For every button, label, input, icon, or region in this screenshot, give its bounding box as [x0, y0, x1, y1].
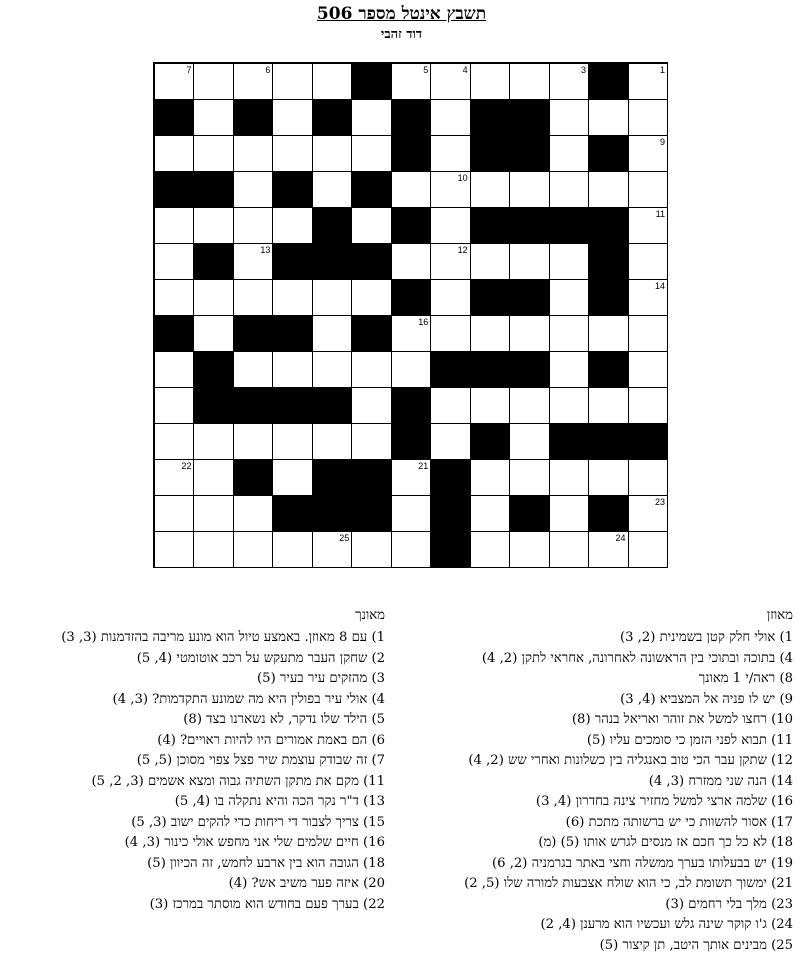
cell-number: 2	[620, 65, 626, 75]
grid-cell[interactable]	[233, 171, 273, 208]
grid-cell[interactable]	[430, 387, 470, 424]
down-clues	[0, 606, 385, 915]
grid-cell[interactable]	[193, 531, 233, 568]
grid-cell[interactable]	[470, 495, 510, 532]
grid-cell[interactable]	[628, 279, 668, 316]
black-cell	[193, 171, 233, 208]
black-cell	[154, 171, 194, 208]
grid-cell[interactable]	[154, 387, 194, 424]
grid-cell[interactable]	[470, 531, 510, 568]
black-cell	[391, 423, 431, 460]
cell-number: 5	[423, 65, 429, 75]
grid-cell[interactable]	[430, 99, 470, 136]
black-cell	[233, 459, 273, 496]
black-cell	[628, 423, 668, 460]
cell-number: 25	[339, 533, 350, 543]
black-cell	[193, 243, 233, 280]
grid-cell[interactable]	[233, 207, 273, 244]
across-clue: 24) ג'ו קוקר שינה גלש ועכשיו הוא מרענן (4, 2)	[540, 917, 793, 932]
grid-cell[interactable]	[351, 279, 391, 316]
grid-cell[interactable]	[549, 495, 589, 532]
black-cell	[233, 387, 273, 424]
black-cell	[470, 135, 510, 172]
black-cell	[509, 279, 549, 316]
grid-cell[interactable]	[628, 99, 668, 136]
grid-cell[interactable]	[391, 63, 431, 100]
grid-cell[interactable]	[430, 207, 470, 244]
down-clue: 22) בערך פעם בחודש הוא מוסתר במרכז (3)	[149, 896, 385, 912]
grid-cell[interactable]	[233, 351, 273, 388]
black-cell	[193, 351, 233, 388]
grid-cell[interactable]	[351, 351, 391, 388]
down-clue: 16) חיים שלמים שלי אני מחפש אולי כינור (3, 4)	[124, 835, 385, 850]
grid-cell[interactable]	[588, 459, 628, 496]
grid-cell[interactable]	[549, 387, 589, 424]
grid-cell[interactable]	[628, 531, 668, 568]
grid-cell[interactable]	[549, 315, 589, 352]
across-clue: 11) תבוא לפני הזמן כי סומכים עליו (5)	[586, 732, 793, 748]
black-cell	[391, 99, 431, 136]
grid-cell[interactable]	[509, 171, 549, 208]
grid-cell[interactable]	[312, 135, 352, 172]
grid-cell[interactable]	[312, 531, 352, 568]
down-clue: 5) הילד שלו נדקר, לא נשארנו בצד (8)	[183, 712, 385, 727]
grid-cell[interactable]	[154, 495, 194, 532]
black-cell	[588, 423, 628, 460]
grid-cell[interactable]	[391, 315, 431, 352]
black-cell	[430, 459, 470, 496]
grid-cell[interactable]	[351, 207, 391, 244]
cell-number: 9	[659, 137, 665, 147]
across-heading: מאוזן	[766, 608, 793, 623]
grid-cell[interactable]	[430, 243, 470, 280]
grid-cell[interactable]	[628, 243, 668, 280]
cell-number: 21	[418, 461, 429, 471]
grid-cell[interactable]	[391, 351, 431, 388]
across-clue: 16) שלמה ארצי למשל מחזיר צינה בחדרון (4, 3)	[535, 794, 793, 809]
cell-number: 13	[260, 245, 271, 255]
cell-number: 3	[581, 65, 587, 75]
grid-cell[interactable]	[233, 531, 273, 568]
grid-cell[interactable]	[430, 279, 470, 316]
grid-cell[interactable]	[628, 387, 668, 424]
grid-cell[interactable]	[193, 315, 233, 352]
grid-cell[interactable]	[272, 279, 312, 316]
grid-cell[interactable]	[233, 135, 273, 172]
cell-number: 12	[457, 245, 468, 255]
black-cell	[588, 135, 628, 172]
grid-cell[interactable]	[470, 171, 510, 208]
cell-number: 7	[186, 65, 192, 75]
black-cell	[549, 207, 589, 244]
grid-cell[interactable]	[312, 423, 352, 460]
cell-number: 17	[615, 353, 626, 363]
cell-number: 8	[265, 101, 271, 111]
grid-cell[interactable]	[549, 171, 589, 208]
grid-cell[interactable]	[549, 135, 589, 172]
black-cell	[351, 315, 391, 352]
grid-cell[interactable]	[430, 135, 470, 172]
grid-cell[interactable]	[628, 459, 668, 496]
down-clue: 2) שחקן העבר מתעקש על רכב אוטומטי (4, 5)	[136, 650, 385, 666]
grid-cell[interactable]	[154, 207, 194, 244]
grid-cell[interactable]	[154, 351, 194, 388]
across-clue: 4) בתוכה ובתוכי בין הראשונה לאחרונה, אחראי לתקן (2, 4)	[481, 650, 793, 666]
cell-number: 18	[339, 389, 350, 399]
black-cell	[312, 99, 352, 136]
down-clue: 20) איזה פער משיב אש? (4)	[228, 876, 385, 891]
cell-number: 14	[654, 281, 665, 291]
cell-number: 4	[462, 65, 468, 75]
grid-cell[interactable]	[549, 459, 589, 496]
grid-cell[interactable]	[193, 207, 233, 244]
black-cell	[154, 99, 194, 136]
grid-cell[interactable]	[628, 351, 668, 388]
black-cell	[549, 423, 589, 460]
cell-number: 24	[615, 533, 626, 543]
grid-cell[interactable]	[154, 423, 194, 460]
down-clue: 11) מקם את מתקן השתיה גבוה ומצא אשמים (3, 2, 5)	[91, 773, 385, 789]
cell-number: 15	[497, 281, 508, 291]
black-cell	[430, 495, 470, 532]
black-cell	[588, 63, 628, 100]
black-cell	[391, 387, 431, 424]
black-cell	[588, 351, 628, 388]
across-clue: 19) יש בבעלותו בערך ממשלה וחצי באתר בגרמניה (2, 6)	[491, 855, 793, 871]
black-cell	[430, 531, 470, 568]
grid-cell[interactable]	[588, 171, 628, 208]
grid-cell[interactable]	[391, 171, 431, 208]
grid-cell[interactable]	[351, 99, 391, 136]
black-cell	[272, 315, 312, 352]
across-clue: 18) לא כל כך חכם אז מנסים לגרש אותו (5) (מ)	[538, 835, 793, 850]
grid-cell[interactable]	[470, 243, 510, 280]
grid-cell[interactable]	[193, 423, 233, 460]
cell-number: 22	[181, 461, 192, 471]
across-clue: 8) ראה/י 1 מאונך	[698, 671, 793, 686]
across-clue: 17) אסור להשוות כי יש ברשותה מתכת (6)	[565, 814, 793, 830]
across-clue: 14) הנה שני ממזרח (3, 4)	[648, 773, 793, 789]
black-cell	[588, 495, 628, 532]
crossword-grid	[153, 62, 668, 568]
black-cell	[272, 171, 312, 208]
grid-cell[interactable]	[628, 495, 668, 532]
across-clue: 25) מבינים אותך היטב, תן קיצור (5)	[599, 937, 793, 953]
grid-cell[interactable]	[233, 495, 273, 532]
grid-cell[interactable]	[193, 495, 233, 532]
grid-cell[interactable]	[391, 495, 431, 532]
grid-cell[interactable]	[509, 459, 549, 496]
grid-cell[interactable]	[549, 279, 589, 316]
grid-cell[interactable]	[470, 387, 510, 424]
black-cell	[351, 459, 391, 496]
grid-cell[interactable]	[154, 243, 194, 280]
black-cell	[233, 315, 273, 352]
across-clue: 21) ימשוך תשומת לב, כי הוא שולח אצבעות למורה שלו (5, 2)	[464, 876, 793, 891]
grid-cell[interactable]	[312, 351, 352, 388]
cell-number: 20	[615, 425, 626, 435]
black-cell	[351, 63, 391, 100]
grid-cell[interactable]	[312, 315, 352, 352]
black-cell	[391, 207, 431, 244]
grid-cell[interactable]	[549, 351, 589, 388]
grid-cell[interactable]	[470, 315, 510, 352]
black-cell	[470, 279, 510, 316]
cell-number: 10	[457, 173, 468, 183]
down-clue: 15) צריך לצבור די ריחות כדי להקים ישוב (3, 5)	[131, 814, 385, 830]
grid-cell[interactable]	[391, 459, 431, 496]
black-cell	[272, 495, 312, 532]
black-cell	[272, 387, 312, 424]
grid-cell[interactable]	[351, 387, 391, 424]
black-cell	[154, 315, 194, 352]
grid-cell[interactable]	[351, 531, 391, 568]
grid-cell[interactable]	[509, 531, 549, 568]
grid-cell[interactable]	[470, 63, 510, 100]
down-clue: 13) ד"ר נקר הכה והיא נתקלה בו (4, 5)	[174, 794, 385, 809]
grid-cell[interactable]	[391, 531, 431, 568]
grid-cell[interactable]	[628, 315, 668, 352]
grid-cell[interactable]	[154, 135, 194, 172]
grid-cell[interactable]	[312, 279, 352, 316]
grid-cell[interactable]	[628, 63, 668, 100]
grid-cell[interactable]	[233, 279, 273, 316]
across-clue: 10) רחצו למשל את זוהר ואריאל בנהר (8)	[571, 712, 793, 727]
black-cell	[351, 171, 391, 208]
grid-cell[interactable]	[588, 99, 628, 136]
grid-cell[interactable]	[272, 423, 312, 460]
black-cell	[430, 351, 470, 388]
grid-cell[interactable]	[351, 423, 391, 460]
black-cell	[588, 279, 628, 316]
grid-cell[interactable]	[272, 63, 312, 100]
grid-cell[interactable]	[391, 243, 431, 280]
black-cell	[588, 243, 628, 280]
grid-cell[interactable]	[272, 351, 312, 388]
grid-cell[interactable]	[588, 387, 628, 424]
cell-number: 1	[659, 65, 665, 75]
grid-cell[interactable]	[628, 135, 668, 172]
grid-cell[interactable]	[154, 279, 194, 316]
black-cell	[509, 99, 549, 136]
cell-number: 6	[265, 65, 271, 75]
grid-cell[interactable]	[272, 99, 312, 136]
grid-cell[interactable]	[193, 63, 233, 100]
grid-cell[interactable]	[430, 171, 470, 208]
grid-cell[interactable]	[549, 99, 589, 136]
grid-cell[interactable]	[549, 243, 589, 280]
grid-cell[interactable]	[549, 63, 589, 100]
black-cell	[588, 207, 628, 244]
black-cell	[509, 135, 549, 172]
grid-cell[interactable]	[509, 423, 549, 460]
grid-cell[interactable]	[509, 243, 549, 280]
grid-cell[interactable]	[193, 279, 233, 316]
black-cell	[470, 99, 510, 136]
black-cell	[509, 207, 549, 244]
black-cell	[470, 351, 510, 388]
grid-cell[interactable]	[272, 135, 312, 172]
across-clue: 9) יש לו פניה אל המצביא (4, 3)	[620, 691, 793, 707]
black-cell	[391, 135, 431, 172]
grid-cell[interactable]	[430, 423, 470, 460]
down-clue: 7) זה שבודק עוצמת שיר פצל צפוי מסוכן (5, 5)	[136, 753, 385, 768]
down-clue: 18) הגובה הוא בין ארבע לחמש, זה הכיוון (5)	[147, 855, 385, 871]
grid-cell[interactable]	[154, 63, 194, 100]
puzzle-author: דוד זהבי	[380, 27, 423, 42]
down-clue: 6) הם באמת אמורים היו להיות ראויים? (4)	[157, 732, 385, 748]
grid-cell[interactable]	[588, 531, 628, 568]
across-clues	[398, 606, 793, 956]
grid-cell[interactable]	[430, 63, 470, 100]
grid-cell[interactable]	[233, 423, 273, 460]
black-cell	[351, 495, 391, 532]
across-clue: 23) מלך בלי רחמים (3)	[665, 896, 793, 912]
grid-cell[interactable]	[312, 63, 352, 100]
grid-cell[interactable]	[193, 99, 233, 136]
black-cell	[312, 207, 352, 244]
grid-cell[interactable]	[272, 459, 312, 496]
grid-cell[interactable]	[233, 243, 273, 280]
grid-cell[interactable]	[351, 135, 391, 172]
black-cell	[470, 423, 510, 460]
grid-cell[interactable]	[588, 315, 628, 352]
down-clue: 3) מהזקים עיר בעיר (5)	[257, 671, 385, 686]
down-clue: 1) עם 8 מאוזן. באמצע טיול הוא מונע מריבה בהזדמנות (3, 3)	[61, 630, 385, 645]
grid-cell[interactable]	[272, 531, 312, 568]
grid-cell[interactable]	[272, 207, 312, 244]
down-clue: 4) אולי עיר בפולין היא מה שמונע התקדמות? (3, 4)	[112, 691, 385, 707]
black-cell	[312, 495, 352, 532]
black-cell	[391, 279, 431, 316]
grid-cell[interactable]	[193, 135, 233, 172]
black-cell	[233, 99, 273, 136]
down-heading: מאונך	[355, 608, 385, 623]
cell-number: 19	[654, 425, 665, 435]
black-cell	[312, 243, 352, 280]
grid-cell[interactable]	[628, 207, 668, 244]
black-cell	[470, 207, 510, 244]
cell-number: 16	[418, 317, 429, 327]
grid-cell[interactable]	[549, 531, 589, 568]
black-cell	[312, 459, 352, 496]
black-cell	[193, 387, 233, 424]
black-cell	[312, 387, 352, 424]
grid-cell[interactable]	[509, 63, 549, 100]
grid-cell[interactable]	[509, 387, 549, 424]
across-clue: 12) שתקן עבר הכי טוב באנגליה בין כשלונות ואחרי שש (2, 4)	[468, 753, 793, 768]
grid-cell[interactable]	[470, 459, 510, 496]
grid-cell[interactable]	[628, 171, 668, 208]
cell-number: 23	[654, 497, 665, 507]
grid-cell[interactable]	[312, 171, 352, 208]
grid-cell[interactable]	[430, 315, 470, 352]
black-cell	[509, 351, 549, 388]
black-cell	[509, 495, 549, 532]
black-cell	[351, 243, 391, 280]
grid-cell[interactable]	[154, 459, 194, 496]
grid-cell[interactable]	[509, 315, 549, 352]
grid-cell[interactable]	[233, 63, 273, 100]
across-clue: 1) אולי חלק קטן בשמינית (2, 3)	[619, 630, 793, 645]
black-cell	[272, 243, 312, 280]
cell-number: 11	[655, 209, 665, 219]
puzzle-title: תשבץ אינטל מספר 506	[316, 4, 487, 24]
grid-cell[interactable]	[154, 531, 194, 568]
grid-cell[interactable]	[193, 459, 233, 496]
